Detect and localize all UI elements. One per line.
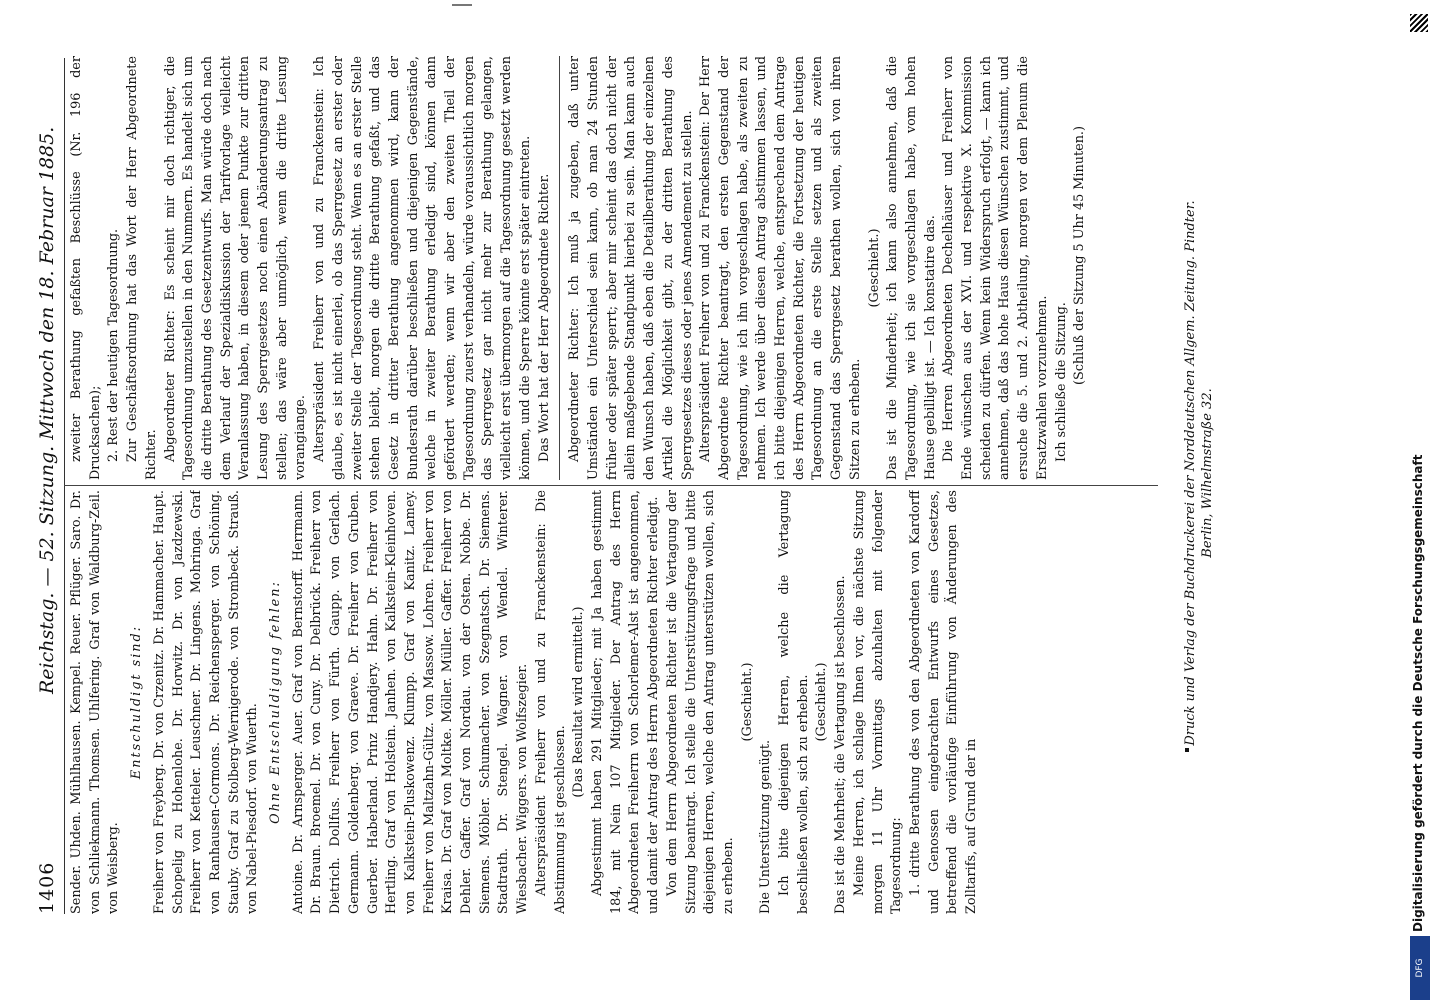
dfg-logo: DFG xyxy=(1410,936,1430,1000)
imprint xyxy=(1182,58,1216,888)
imprint-line-2: Berlin, Wilhelmstraße 32. xyxy=(1200,388,1215,558)
right-column-bottom-paragraph: Alterspräsident Freiherr von und zu Franckenstein: Der Herr Abgeordnete Richter beantragt, den ersten Gegenstand der Tagesordnung, wie ich ihn vorgeschlagen habe, als zweiten zu nehmen. Ich werde über diesen Antrag abstimmen lassen, und ich bitte diejenigen Herren, welche, entsprechend dem Antrage des Herrn Abgeordneten Richter, die Fortsetzung der heutigen Tagesordnung an die erste Stelle setzen und als zweiten Gegenstand das Sperrgesetz berathen wollen, sich von ihren Sitzen zu erheben. xyxy=(698,56,863,480)
right-column xyxy=(68,56,1158,480)
right-column-top-paragraph: Zur Geschäftsordnung hat das Wort der Herr Abgeordnete Richter. xyxy=(125,56,159,480)
left-column-paragraph: Das ist die Mehrheit; die Vertagung ist beschlossen. xyxy=(833,575,849,914)
left-column-paragraph: Ohne Entschuldigung fehlen: xyxy=(268,580,284,824)
left-column-paragraph: Freiherr von Freyberg. Dr. von Crzenitz. Dr. Hammacher. Haupt. Schopelig zu Hohenlohe. Dr. Horwitz. Dr. von Jazdzewski. Freiherr von Ketteler. Leuschner. Dr. Lingens. Mohringa. Graf von Ranhausen-Cormons. Dr. Reichensperger. von Schöning. Stauby. Graf zu Stolberg-Wernigerode. von Strombeck. Strauß. von Nabel-Piesdorf. von Wuerth. xyxy=(151,490,261,914)
page-header xyxy=(30,58,65,914)
left-column-paragraph: (Geschieht.) xyxy=(814,662,830,742)
right-column-top xyxy=(68,56,554,480)
left-column-paragraph: Entschuldigt sind: xyxy=(129,624,145,780)
right-column-bottom xyxy=(566,56,1090,480)
right-column-bottom-paragraph: Ich schließe die Sitzung. xyxy=(1053,302,1069,462)
left-column xyxy=(68,490,1158,914)
dfg-credit: Digitalisierung gefördert durch die Deutsche Forschungsgemeinschaft xyxy=(1411,454,1425,932)
section-rule xyxy=(559,56,560,480)
left-column-paragraph: Antoine. Dr. Arnsperger. Auer. Graf von Bernstorff. Herrmann. Dr. Braun. Broemel. Dr. von Cuny. Dr. Delbrück. Freiherr von Dietrich. Dollfus. Freiherr von Fürth. Gaupp. von Gerlach. Germann. Goldenberg. von Graeve. Dr. Freiherr von Gruben. Guerber. Haberland. Prinz Handjery. Hahn. Dr. Freiherr von Hertling. Graf von Holstein. Janhen. von Kalkstein-Kleinhoven. von Kalkstein-Pluskowenz. Klumpp. Graf von Kanitz. Lamey. Freiherr von Maltzahn-Gültz. von Massow. Lohren. Freiherr von Kraisa. Dr. Graf von Moltke. Möller. Müller. Gaffer. Freiherr von Dehler. Gaffer. Graf von Nordau. von der Osten. Nobbe. Dr. Siemens. Möbler. Schumacher. von Szegnatsch. Dr. Siemens. Stadtrath. Dr. Stengel. Wagner. von Wendel. Winterer. Wiesbacher. Wiggers. von Wolfszegier. xyxy=(290,490,531,914)
stray-mark xyxy=(1185,748,1189,752)
imprint-line-1: Druck und Verlag der Buchdruckerei der Norddeutschen Allgem. Zeitung. Pindter. xyxy=(1183,200,1198,746)
right-column-bottom-paragraph: Das ist die Minderheit; ich kann also annehmen, daß die Tagesordnung, wie ich sie vorgeschlagen habe, vom hohen Hause gebilligt ist. — Ich konstatire das. xyxy=(885,56,938,480)
left-column-paragraph: Die Unterstützung genügt. xyxy=(758,739,774,914)
column-divider xyxy=(64,485,1158,486)
right-column-bottom-paragraph: Die Herren Abgeordneten Dechelhäuser und Freiherr von Ende wünschen aus der XVI. und respektive X. Kommission scheiden zu dürfen. Wenn kein Widerspruch erfolgt, — kann ich annehmen, daß das hohe Haus diesen Wünschen zustimmt, und ersuche die 5. und 2. Abtheilung, morgen vor dem Plenum die Ersatzwahlen vorzunehmen. xyxy=(941,56,1050,480)
right-column-top-paragraph: Das Wort hat der Herr Abgeordnete Richter. xyxy=(536,173,552,462)
left-column-paragraph: Sender. Uhden. Mühlhausen. Kempel. Reuer. Pflüger. Saro. Dr. von Schliekmann. Thomsen. Uhlfering. Graf von Waldburg-Zeil. von Weisberg. xyxy=(69,490,122,914)
left-column-paragraph: Meine Herren, ich schlage Ihnen vor, die nächste Sitzung morgen 11 Uhr Vormittags abzuhalten mit folgender Tagesordnung: xyxy=(851,490,905,914)
qr-code-icon xyxy=(1410,14,1428,32)
right-column-bottom-paragraph: (Geschieht.) xyxy=(866,228,882,308)
left-column-paragraph: (Geschieht.) xyxy=(739,662,755,742)
right-column-top-paragraph: 2. Rest der heutigen Tagesordnung. xyxy=(106,228,122,462)
left-column-paragraph: Alterspräsident Freiherr von und zu Franckenstein: Die Abstimmung ist geschlossen. xyxy=(533,490,568,914)
header-title: Reichstag. — 52. Sitzung. Mittwoch den 18. Februar 1885. xyxy=(36,126,58,694)
page-number: 1406 xyxy=(36,861,58,914)
left-column-paragraph: (Das Resultat wird ermittelt.) xyxy=(571,606,587,798)
right-column-top-paragraph: zweiter Berathung gefaßten Beschlüsse (Nr. 196 der Drucksachen); xyxy=(69,56,103,480)
right-column-bottom-paragraph: (Schluß der Sitzung 5 Uhr 45 Minuten.) xyxy=(1072,126,1088,386)
left-column-paragraph: 1. dritte Berathung des von den Abgeordneten von Kardorff und Genossen eingebrachten Entwurfs eines Gesetzes, betreffend die vorläufige Einführung von Änderungen des Zolltarifs, auf Grund der in xyxy=(907,490,980,914)
right-column-top-paragraph: Abgeordneter Richter: Es scheint mir doch richtiger, die Tagesordnung umzustellen in den Nummern. Es handelt sich um die dritte Berathung des Gesetzentwurfs. Man würde doch nach dem Verlauf der Spezialdiskussion der Tarifvorlage vielleicht Veranlassung haben, in diesem oder jenem Punkte zur dritten Lesung des Sperrgesetzes noch einen Abänderungsantrag zu stellen; das wäre aber unmöglich, wenn die dritte Lesung vorangiange. xyxy=(162,56,309,480)
right-column-bottom-paragraph: Abgeordneter Richter: Ich muß ja zugeben, daß unter Umständen ein Unterschied sein kann, ob man 24 Stunden früher oder später sperrt; aber mir scheint das doch nicht der allein maßgebende Standpunkt hierbei zu sein. Man kann auch den Wunsch haben, daß eben die Detailberathung der einzelnen Artikel die Möglichkeit gibt, zu der dritten Berathung des Sperrgesetzes dieses oder jenes Amendement zu stellen. xyxy=(567,56,695,480)
dfg-sidebar xyxy=(1408,0,1432,1000)
right-column-top-paragraph: Alterspräsident Freiherr von und zu Franckenstein: Ich glaube, es ist nicht einerlei, ob das Sperrgesetz an erster oder zweiter Stelle der Tagesordnung steht. Wenn es an erster Stelle stehen bleibt, morgen die dritte Berathung gefaßt, und das Gesetz in dritter Berathung angenommen wird, kann der Bundesrath darüber beschließen und diejenigen Gegenstände, welche in zweiter Berathung erledigt sind, können dann gefördert werden; wenn wir aber den zweiten Theil der Tagesordnung zuerst verhandeln, würde voraussichtlich morgen das Sperrgesetz gar nicht mehr zur Berathung gelangen, vielleicht erst übermorgen auf die Tagesordnung gesetzt werden können, und die Sperre könnte erst später eintreten. xyxy=(312,56,533,480)
left-column-paragraph: Abgestimmt haben 291 Mitglieder; mit Ja haben gestimmt 184, mit Nein 107 Mitglieder. Der Antrag des Herrn Abgeordneten Freiherrn von Schorlemer-Alst ist angenommen, und damit der Antrag des Herrn Abgeordneten Richter erledigt. xyxy=(589,490,662,914)
left-column-paragraph: Von dem Herrn Abgeordneten Richter ist die Vertagung der Sitzung beantragt. Ich stelle die Unterstützungsfrage und bitte diejenigen Herren, welche den Antrag unterstützen wollen, sich zu erheben. xyxy=(664,490,736,914)
left-column-paragraph: Ich bitte diejenigen Herren, welche die Vertagung beschließen wollen, sich zu erheben. xyxy=(777,490,811,914)
